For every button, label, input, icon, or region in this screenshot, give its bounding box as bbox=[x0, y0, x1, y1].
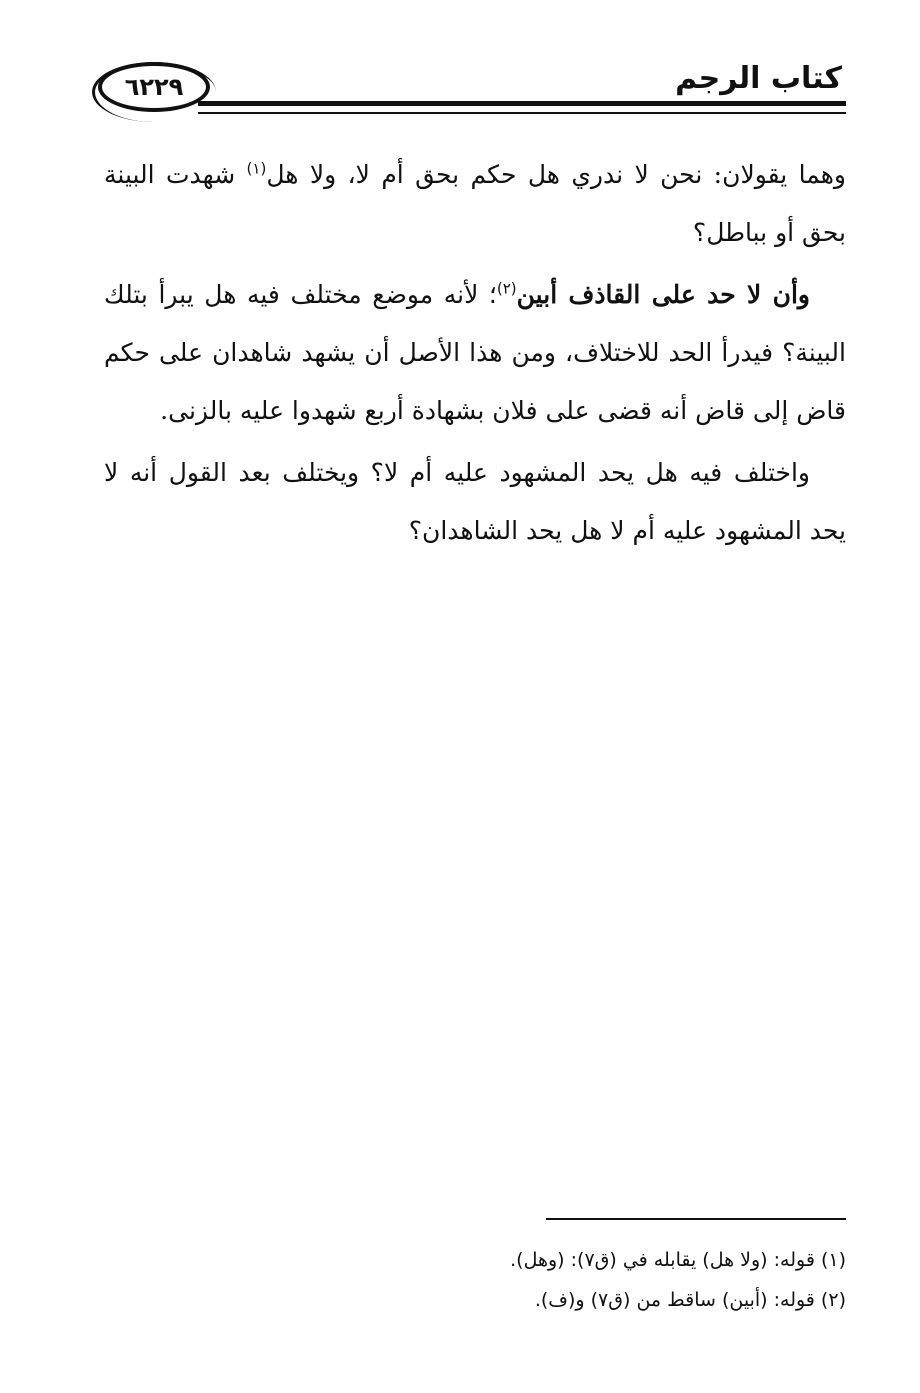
header-rule-thin bbox=[198, 112, 846, 114]
paragraph-3-text: واختلف فيه هل يحد المشهود عليه أم لا؟ ويختلف بعد القول أنه لا يحد المشهود عليه أم لا هل يحد الشاهدان؟ bbox=[104, 458, 846, 545]
footnote-1: (١) قوله: (ولا هل) يقابله في (ق٧): (وهل). bbox=[510, 1249, 846, 1271]
footnote-separator bbox=[546, 1218, 846, 1220]
paragraph-1-text-b: شهدت البينة بحق أو بباطل؟ bbox=[104, 160, 846, 247]
paragraph-3 bbox=[104, 444, 846, 560]
paragraph-2 bbox=[104, 266, 846, 440]
footnotes bbox=[104, 1240, 846, 1320]
paragraph-1 bbox=[104, 146, 846, 262]
paragraph-2-bold-lead: وأن لا حد على القاذف أبين bbox=[516, 280, 810, 309]
paragraph-2-text: ؛ لأنه موضع مختلف فيه هل يبرأ بتلك البينة؟ فيدرأ الحد للاختلاف، ومن هذا الأصل أن يشهد شاهدان على حكم قاض إلى قاض أنه قضى على فلان بشهادة أربع شهدوا عليه بالزنى. bbox=[104, 280, 846, 425]
footnote-ref-2: (٢) bbox=[496, 279, 517, 298]
book-title: كتاب الرجم bbox=[675, 61, 842, 96]
paragraph-1-text-a: وهما يقولان: نحن لا ندري هل حكم بحق أم لا، ولا هل bbox=[266, 160, 846, 189]
footnote-2: (٢) قوله: (أبين) ساقط من (ق٧) و(ف). bbox=[534, 1289, 846, 1311]
page-number: ٦٢٢٩ bbox=[98, 62, 210, 112]
main-text bbox=[104, 146, 846, 564]
page-header bbox=[98, 56, 846, 122]
footnote-ref-1: (١) bbox=[246, 159, 267, 178]
header-rule bbox=[198, 101, 846, 106]
